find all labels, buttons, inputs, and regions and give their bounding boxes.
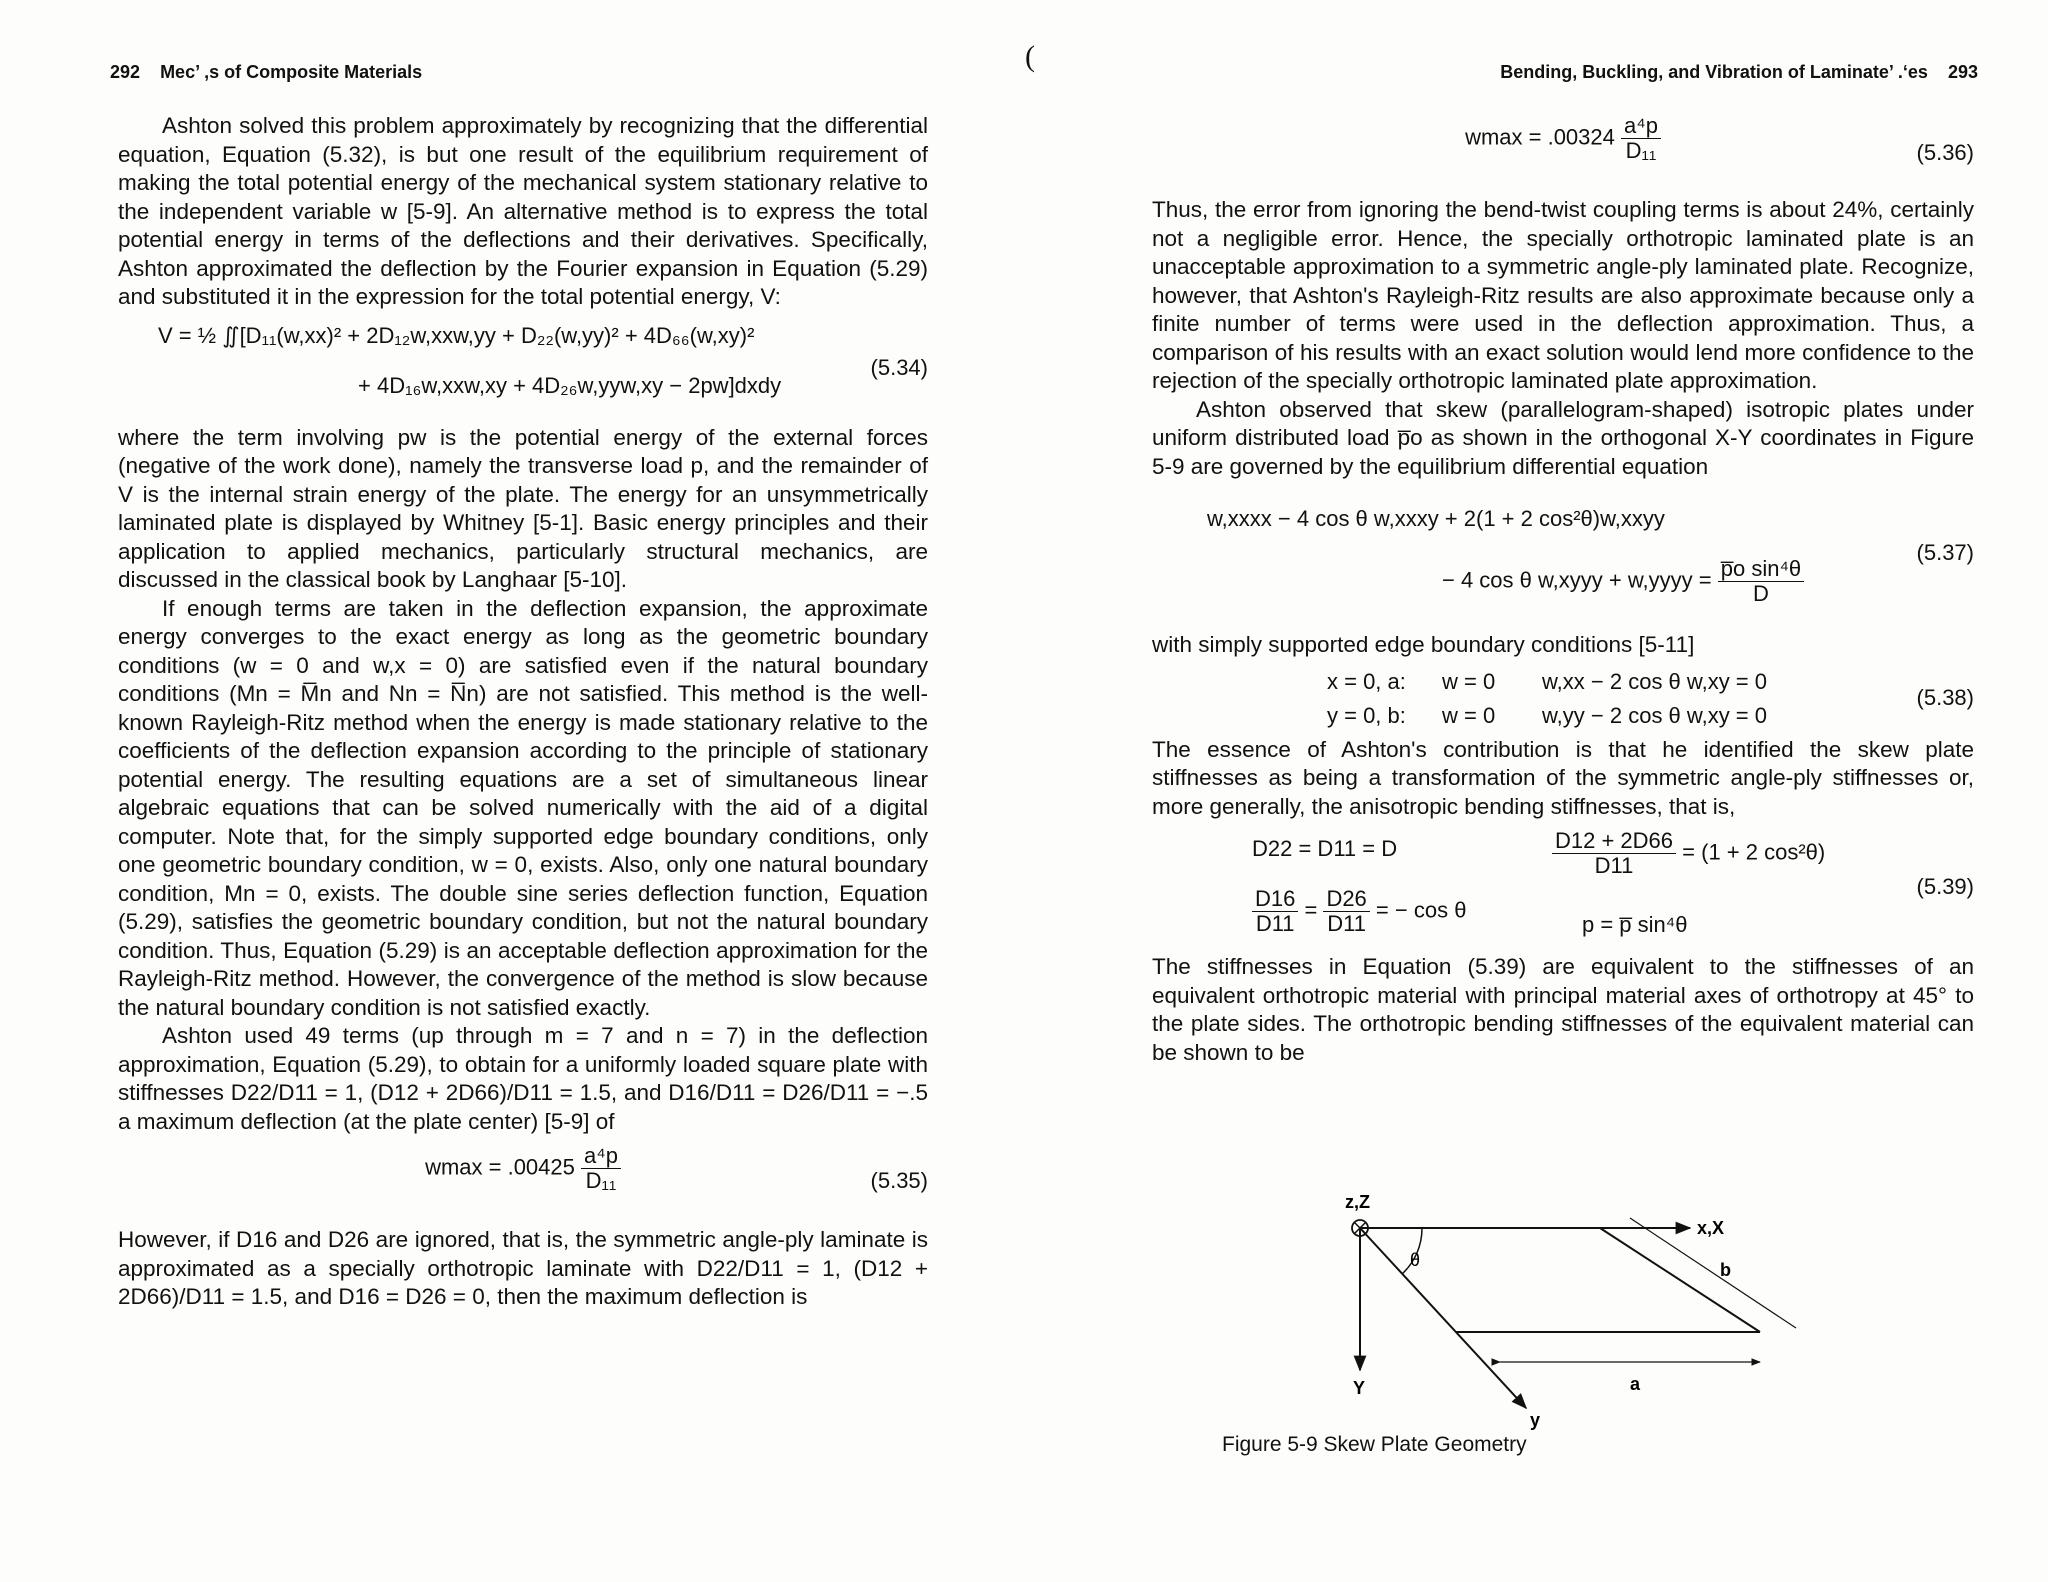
figure-caption: Figure 5-9 Skew Plate Geometry [1222,1433,1527,1456]
eq539-c-num1: D16 [1252,887,1298,912]
right-para-4: The essence of Ashton's contribution is that he identified the skew plate stiffnesses as being a transformation of the symmetric angle-ply stiffnesses or, more generally, the anisotropic bending stiffnesses, that is, [1152,736,1974,819]
right-running-title: Bending, Buckling, and Vibration of Laminate’ .‘es [1500,62,1928,82]
eq539-c-fraction-1 [1252,887,1298,936]
eq538-row2-a: y = 0, b: [1327,702,1406,728]
eq539-d: p = p̅ sin⁴θ [1582,912,1688,937]
eq538-number: (5.38) [1916,684,1974,710]
eq539-c: $\frac{D16}{D11}$ = $\frac{D26}{D11}$ = − cos θ [1252,887,1466,936]
eq537-line2-left: − 4 cos θ w,xyyy + w,yyyy = [1442,567,1712,593]
eq537-numerator: p̅o sin⁴θ [1718,557,1804,582]
eq535-lhs: wmax = .00425 [425,1154,575,1180]
eq539-c-num2: D26 [1323,887,1369,912]
eq538-row1-b: w = 0 [1442,668,1496,694]
skew-plate-diagram [1200,1180,1840,1460]
right-running-head [1500,62,1978,83]
label-xX: x,X [1697,1218,1725,1238]
equation-5-35 [118,1136,928,1226]
label-y: y [1530,1410,1541,1430]
eq536-denominator: D₁₁ [1625,138,1657,163]
equation-5-34 [118,312,928,424]
left-para-3: If enough terms are taken in the deflection expansion, the approximate energy converges to the exact energy as long as the geometric boundary conditions (w = 0 and w,x = 0) are satisfied even if the natural boundary conditions (Mn = M̅n and Nn = N̅n) are not satisfied. This method is the well-known Rayleigh-Ritz method when the energy is made stationary relative to the coefficients of the deflection expansion according to the principle of stationary potential energy. The resulting equations are a set of simultaneous linear algebraic equations that can be solved numerically with the aid of a digital computer. Note that, for the simply supported edge boundary conditions, only one geometric boundary condition, w = 0, exists. Also, only one natural boundary condition, Mn = 0, exists. The double sine series deflection function, Equation (5.29), satisfies the geometric boundary condition, but not the natural boundary condition. Thus, Equation (5.29) is an acceptable deflection approximation for the Rayleigh-Ritz method. However, the convergence of the method is slow because the natural boundary condition is not satisfied exactly. [118,595,928,1020]
eq536-lhs: wmax = .00324 [1465,124,1615,150]
right-para-1: Thus, the error from ignoring the bend-twist coupling terms is about 24%, certainly not a negligible error. Hence, the specially orthotropic laminated plate is an unacceptable approximation to a symmetric angle-ply laminated plate. Recognize, however, that Ashton's Rayleigh-Ritz results are also approximate because only a finite number of terms were used in the deflection approximation. Thus, a comparison of his results with an exact solution would lend more confidence to the rejection of the specially orthotropic laminated plate approximation. [1152,197,1974,393]
eq539-b-fraction [1552,829,1676,878]
label-theta: θ [1410,1250,1421,1270]
eq536-fraction [1621,114,1661,163]
gutter-mark: ( [1025,40,1035,73]
eq539-b-rhs: = (1 + 2 cos²θ) [1682,839,1826,865]
eq539-b [1552,829,1825,878]
eq539-c-den1: D11 [1255,911,1295,936]
eq535-denominator: D₁₁ [585,1168,617,1193]
eq538-row1-c: w,xx − 2 cos θ w,xy = 0 [1542,668,1767,694]
label-Y: Y [1353,1378,1366,1398]
eq535-numerator: a⁴p [581,1144,621,1169]
left-running-head [110,62,422,83]
eq537-line1: w,xxxx − 4 cos θ w,xxxy + 2(1 + 2 cos²θ)w,xxyy [1207,506,1665,531]
eq536-numerator: a⁴p [1621,114,1661,139]
eq537-fraction [1718,557,1804,606]
equation-5-37 [1152,481,1974,631]
right-page [1020,0,2048,1582]
y-axis-arrow [1360,1228,1526,1408]
eq539-c-den2: D11 [1327,911,1366,936]
eq535-number: (5.35) [870,1167,928,1193]
label-zZ: z,Z [1345,1192,1370,1212]
left-text-column [118,112,928,1312]
label-b: b [1720,1260,1731,1280]
left-para-5: However, if D16 and D26 are ignored, that is, the symmetric angle-ply laminate is approximated as a specially orthotropic laminate with D22/D11 = 1, (D12 + 2D66)/D11 = 1.5, and D16 = D26 = 0, then the maximum deflection is [118,1227,928,1309]
equation-5-38 [1152,660,1974,736]
right-para-5: The stiffnesses in Equation (5.39) are equivalent to the stiffnesses of an equivalent orthotropic material with principal material axes of orthotropy at 45° to the plate sides. The orthotropic bending stiffnesses of the equivalent material can be shown to be [1152,954,1974,1065]
left-para-4: Ashton used 49 terms (up through m = 7 and n = 7) in the deflection approximation, Equation (5.29), to obtain for a uniformly loaded square plate with stiffnesses D22/D11 = 1, (D12 + 2D66)/D11 = 1.5, and D16/D11 = D26/D11 = −.5 a maximum deflection (at the plate center) [5-9] of [118,1023,928,1134]
label-a: a [1630,1374,1641,1394]
right-page-number: 293 [1947,62,1978,82]
left-page-number: 292 [110,62,141,82]
eq536-number: (5.36) [1916,139,1974,165]
eq534-line1: V = ½ ∬[D₁₁(w,xx)² + 2D₁₂w,xxw,yy + D₂₂(w,yy)² + 4D₆₆(w,xy)² [158,322,755,348]
eq537-denominator: D [1752,581,1769,606]
eq534-number: (5.34) [870,354,928,380]
equation-5-36 [1152,110,1974,196]
eq538-row2-b: w = 0 [1442,702,1496,728]
eq539-a: D22 = D11 = D [1252,836,1398,861]
left-running-title: Mec’ ,s of Composite Materials [160,62,423,82]
eq539-c-fraction-2 [1323,887,1369,936]
eq539-number: (5.39) [1916,874,1974,899]
left-page [0,0,1020,1582]
eq539-b-numerator: D12 + 2D66 [1552,829,1676,854]
eq538-row1-a: x = 0, a: [1327,668,1406,694]
plate-right-edge [1600,1228,1760,1332]
eq538-row2-c: w,yy − 2 cos θ w,xy = 0 [1542,702,1767,728]
eq537-line2 [1442,557,1804,606]
eq535-fraction [581,1144,621,1193]
eq539-c-rhs: = − cos θ [1375,897,1467,923]
eq537-number: (5.37) [1916,540,1974,565]
eq534-line2: + 4D₁₆w,xxw,xy + 4D₂₆w,yyw,xy − 2pw]dxdy [358,372,782,398]
right-text-column [1152,110,1974,1067]
eq539-b-denominator: D11 [1594,853,1634,878]
left-para-1: Ashton solved this problem approximately by recognizing that the differential equation, Equation (5.32), is but one result of the equilibrium requirement of making the total potential energy of the mechanical system stationary relative to the independent variable w [5-9]. An alternative method is to express the total potential energy in terms of the deflections and their derivatives. Specifically, Ashton approximated the deflection by the Fourier expansion in Equation (5.29) and substituted it in the expression for the total potential energy, V: [118,113,928,309]
equation-5-39 [1152,821,1974,953]
right-para-3: with simply supported edge boundary conditions [5-11] [1152,632,1695,657]
right-para-2: Ashton observed that skew (parallelogram-shaped) isotropic plates under uniform distributed load p̅o as shown in the orthogonal X-Y coordinates in Figure 5-9 are governed by the equilibrium differential equation [1152,396,1974,479]
left-para-2: where the term involving pw is the potential energy of the external forces (negative of the work done), namely the transverse load p, and the remainder of V is the internal strain energy of the plate. The energy for an unsymmetrically laminated plate is displayed by Whitney [5-1]. Basic energy principles and their application to applied mechanics, particularly structural mechanics, are discussed in the classical book by Langhaar [5-10]. [118,424,928,592]
